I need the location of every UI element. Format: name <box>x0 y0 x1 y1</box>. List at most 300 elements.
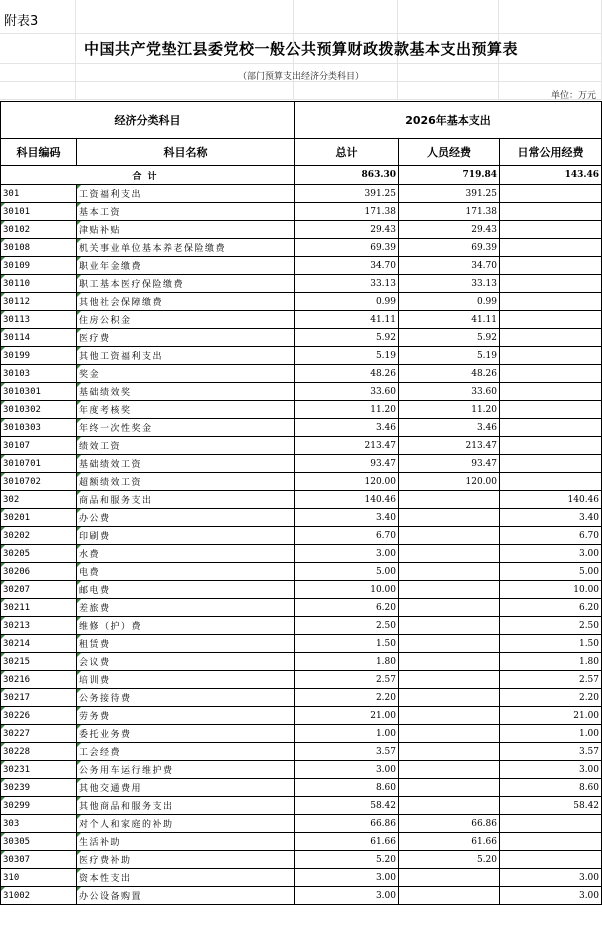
table-row <box>1 851 602 869</box>
cell-total[interactable] <box>295 851 399 869</box>
cell-name[interactable] <box>77 311 295 329</box>
cell-name-text: 办公费 <box>79 514 111 524</box>
cell-code[interactable] <box>1 509 77 527</box>
cell-code-text: 30102 <box>3 224 31 235</box>
cell-name-text: 其他交通费用 <box>79 784 143 794</box>
cell-personnel[interactable] <box>399 581 500 599</box>
cell-personnel[interactable] <box>399 869 500 887</box>
cell-public[interactable] <box>500 365 602 383</box>
cell-name[interactable] <box>77 833 295 851</box>
cell-name[interactable] <box>77 221 295 239</box>
cell-total[interactable] <box>295 545 399 563</box>
cell-code[interactable] <box>1 617 77 635</box>
cell-name[interactable] <box>77 509 295 527</box>
cell-code[interactable] <box>1 635 77 653</box>
cell-public[interactable] <box>500 869 602 887</box>
cell-code-text: 30199 <box>3 350 31 361</box>
cell-name-text: 医疗费补助 <box>79 856 132 866</box>
cell-public[interactable] <box>500 617 602 635</box>
unit-label: 单位：万元 <box>550 91 596 101</box>
cell-code[interactable] <box>1 275 77 293</box>
cell-total[interactable] <box>295 527 399 545</box>
cell-name[interactable] <box>77 545 295 563</box>
cell-code[interactable] <box>1 887 77 905</box>
cell-public[interactable] <box>500 329 602 347</box>
cell-code-text: 30215 <box>3 656 31 667</box>
cell-total-text: 10.00 <box>370 584 396 595</box>
cell-personnel[interactable] <box>399 311 500 329</box>
cell-personnel[interactable] <box>399 347 500 365</box>
cell-public[interactable] <box>500 437 602 455</box>
cell-public[interactable] <box>500 419 602 437</box>
cell-name[interactable] <box>77 383 295 401</box>
cell-personnel[interactable] <box>399 239 500 257</box>
cell-total-text: 11.20 <box>370 404 396 415</box>
cell-name[interactable] <box>77 887 295 905</box>
cell-total[interactable] <box>295 329 399 347</box>
cell-code-text: 30201 <box>3 512 31 523</box>
cell-public[interactable] <box>500 383 602 401</box>
cell-personnel[interactable] <box>399 779 500 797</box>
cell-code[interactable] <box>1 527 77 545</box>
cell-name[interactable] <box>77 869 295 887</box>
cell-personnel[interactable] <box>399 455 500 473</box>
total-label[interactable]: 合计 <box>1 166 295 185</box>
budget-table-body <box>1 102 602 905</box>
cell-name[interactable] <box>77 293 295 311</box>
cell-total[interactable] <box>295 347 399 365</box>
cell-code[interactable] <box>1 599 77 617</box>
cell-personnel[interactable] <box>399 491 500 509</box>
cell-name-text: 差旅费 <box>79 604 111 614</box>
cell-name[interactable] <box>77 779 295 797</box>
cell-personnel[interactable] <box>399 653 500 671</box>
total-total[interactable]: 863.30 <box>295 166 399 185</box>
cell-personnel[interactable] <box>399 509 500 527</box>
table-row <box>1 437 602 455</box>
column-header-name[interactable]: 科目名称 <box>77 139 295 166</box>
cell-code-text: 3010702 <box>3 476 41 487</box>
cell-public-text: 6.70 <box>578 530 600 541</box>
cell-name[interactable] <box>77 365 295 383</box>
cell-total-text: 69.39 <box>370 242 396 253</box>
cell-total[interactable] <box>295 689 399 707</box>
cell-marker-icon <box>1 725 5 729</box>
cell-personnel[interactable] <box>399 761 500 779</box>
cell-code-text: 303 <box>3 818 20 829</box>
cell-total[interactable] <box>295 401 399 419</box>
cell-marker-icon <box>1 329 5 333</box>
cell-total[interactable] <box>295 275 399 293</box>
cell-personnel[interactable] <box>399 545 500 563</box>
cell-public[interactable] <box>500 491 602 509</box>
table-row <box>1 671 602 689</box>
cell-name[interactable] <box>77 455 295 473</box>
cell-total[interactable] <box>295 617 399 635</box>
cell-personnel[interactable] <box>399 527 500 545</box>
table-row <box>1 221 602 239</box>
cell-name[interactable] <box>77 185 295 203</box>
cell-name[interactable] <box>77 563 295 581</box>
cell-personnel[interactable] <box>399 365 500 383</box>
cell-total[interactable] <box>295 509 399 527</box>
cell-code[interactable] <box>1 329 77 347</box>
cell-total[interactable] <box>295 293 399 311</box>
cell-code[interactable] <box>1 581 77 599</box>
cell-marker-icon <box>1 473 5 477</box>
cell-public[interactable] <box>500 653 602 671</box>
cell-name-text: 生活补助 <box>79 838 122 848</box>
cell-marker-icon <box>1 257 5 261</box>
table-row <box>1 455 602 473</box>
cell-total[interactable] <box>295 797 399 815</box>
column-header-personnel[interactable]: 人员经费 <box>399 139 500 166</box>
cell-marker-icon <box>1 617 5 621</box>
cell-name-text: 基础绩效工资 <box>79 460 143 470</box>
cell-code-text: 30213 <box>3 620 31 631</box>
cell-public[interactable] <box>500 887 602 905</box>
cell-public[interactable] <box>500 293 602 311</box>
cell-code[interactable] <box>1 365 77 383</box>
cell-personnel[interactable] <box>399 257 500 275</box>
cell-public-text: 2.50 <box>578 620 600 631</box>
cell-total[interactable] <box>295 365 399 383</box>
cell-code[interactable] <box>1 401 77 419</box>
cell-code[interactable] <box>1 203 77 221</box>
cell-marker-icon <box>1 527 5 531</box>
cell-name[interactable] <box>77 275 295 293</box>
cell-code[interactable] <box>1 545 77 563</box>
cell-public[interactable] <box>500 761 602 779</box>
cell-public-text: 3.00 <box>578 548 600 559</box>
cell-code[interactable] <box>1 455 77 473</box>
cell-marker-icon <box>77 617 81 621</box>
cell-code[interactable] <box>1 491 77 509</box>
cell-name[interactable] <box>77 329 295 347</box>
cell-name[interactable] <box>77 653 295 671</box>
cell-code[interactable] <box>1 761 77 779</box>
cell-public[interactable] <box>500 347 602 365</box>
cell-personnel[interactable] <box>399 329 500 347</box>
cell-total[interactable] <box>295 653 399 671</box>
cell-code[interactable] <box>1 239 77 257</box>
column-header-public[interactable]: 日常公用经费 <box>500 139 602 166</box>
cell-name[interactable] <box>77 815 295 833</box>
cell-total[interactable] <box>295 599 399 617</box>
cell-marker-icon <box>77 401 81 405</box>
cell-name[interactable] <box>77 401 295 419</box>
cell-total-text: 1.80 <box>375 656 396 667</box>
cell-name-text: 基础绩效奖 <box>79 388 132 398</box>
cell-name-text: 津贴补贴 <box>79 226 122 236</box>
cell-marker-icon <box>77 383 81 387</box>
cell-marker-icon <box>1 293 5 297</box>
cell-public[interactable] <box>500 545 602 563</box>
cell-code[interactable] <box>1 779 77 797</box>
cell-marker-icon <box>1 689 5 693</box>
cell-personnel-text: 69.39 <box>471 242 497 253</box>
cell-total[interactable] <box>295 581 399 599</box>
cell-total[interactable] <box>295 779 399 797</box>
cell-name[interactable] <box>77 527 295 545</box>
cell-code[interactable] <box>1 383 77 401</box>
cell-name[interactable] <box>77 437 295 455</box>
cell-public[interactable] <box>500 275 602 293</box>
cell-public[interactable] <box>500 689 602 707</box>
cell-name[interactable] <box>77 419 295 437</box>
cell-personnel[interactable] <box>399 797 500 815</box>
cell-public[interactable] <box>500 257 602 275</box>
page-title: 中国共产党垫江县委党校一般公共预算财政拨款基本支出预算表 <box>83 40 518 58</box>
cell-personnel[interactable] <box>399 635 500 653</box>
cell-name[interactable] <box>77 617 295 635</box>
cell-total[interactable] <box>295 383 399 401</box>
cell-personnel[interactable] <box>399 725 500 743</box>
cell-public[interactable] <box>500 725 602 743</box>
cell-code[interactable] <box>1 653 77 671</box>
table-row <box>1 635 602 653</box>
grid-cell <box>398 0 499 34</box>
cell-total[interactable] <box>295 725 399 743</box>
cell-total-text: 3.00 <box>375 764 396 775</box>
cell-public[interactable] <box>500 743 602 761</box>
cell-total-text: 6.70 <box>375 530 396 541</box>
cell-public-text: 6.20 <box>578 602 600 613</box>
cell-public-text: 1.50 <box>578 638 600 649</box>
total-personnel[interactable]: 719.84 <box>399 166 500 185</box>
cell-personnel[interactable] <box>399 473 500 491</box>
cell-code[interactable] <box>1 851 77 869</box>
cell-marker-icon <box>1 779 5 783</box>
cell-name[interactable] <box>77 239 295 257</box>
cell-public[interactable] <box>500 203 602 221</box>
cell-personnel[interactable] <box>399 437 500 455</box>
cell-code[interactable] <box>1 473 77 491</box>
cell-public[interactable] <box>500 833 602 851</box>
cell-public[interactable] <box>500 527 602 545</box>
cell-total-text: 48.26 <box>370 368 396 379</box>
cell-personnel-text: 41.11 <box>471 314 497 325</box>
cell-total-text: 2.50 <box>375 620 396 631</box>
cell-code[interactable] <box>1 419 77 437</box>
cell-code[interactable] <box>1 833 77 851</box>
table-row <box>1 491 602 509</box>
cell-name[interactable] <box>77 635 295 653</box>
cell-public[interactable] <box>500 185 602 203</box>
cell-total-text: 41.11 <box>370 314 396 325</box>
table-row <box>1 383 602 401</box>
cell-total[interactable] <box>295 761 399 779</box>
table-row <box>1 725 602 743</box>
cell-name[interactable] <box>77 203 295 221</box>
cell-name[interactable] <box>77 707 295 725</box>
column-header-code[interactable]: 科目编码 <box>1 139 77 166</box>
cell-code[interactable] <box>1 563 77 581</box>
cell-name[interactable] <box>77 671 295 689</box>
cell-total[interactable] <box>295 185 399 203</box>
cell-total[interactable] <box>295 455 399 473</box>
cell-public[interactable] <box>500 581 602 599</box>
cell-personnel[interactable] <box>399 671 500 689</box>
cell-total[interactable] <box>295 635 399 653</box>
cell-total[interactable] <box>295 257 399 275</box>
cell-code-text: 30206 <box>3 566 31 577</box>
cell-personnel[interactable] <box>399 563 500 581</box>
table-row <box>1 779 602 797</box>
cell-name-text: 其他工资福利支出 <box>79 352 164 362</box>
cell-public[interactable] <box>500 851 602 869</box>
cell-total-text: 3.00 <box>375 890 396 901</box>
cell-code[interactable] <box>1 797 77 815</box>
cell-name[interactable] <box>77 491 295 509</box>
cell-public[interactable] <box>500 509 602 527</box>
cell-personnel[interactable] <box>399 689 500 707</box>
cell-public[interactable] <box>500 797 602 815</box>
cell-public[interactable] <box>500 635 602 653</box>
cell-total-text: 391.25 <box>364 188 396 199</box>
cell-personnel[interactable] <box>399 707 500 725</box>
cell-total-text: 3.57 <box>375 746 396 757</box>
cell-public[interactable] <box>500 779 602 797</box>
cell-name[interactable] <box>77 743 295 761</box>
cell-personnel[interactable] <box>399 185 500 203</box>
cell-code[interactable] <box>1 311 77 329</box>
cell-name[interactable] <box>77 581 295 599</box>
cell-public[interactable] <box>500 707 602 725</box>
cell-code[interactable] <box>1 689 77 707</box>
cell-code[interactable] <box>1 347 77 365</box>
cell-total[interactable] <box>295 815 399 833</box>
cell-total[interactable] <box>295 491 399 509</box>
cell-personnel[interactable] <box>399 851 500 869</box>
cell-personnel[interactable] <box>399 383 500 401</box>
cell-personnel[interactable] <box>399 203 500 221</box>
cell-total[interactable] <box>295 563 399 581</box>
table-row <box>1 419 602 437</box>
cell-personnel[interactable] <box>399 617 500 635</box>
cell-personnel-text: 34.70 <box>471 260 497 271</box>
header-group-economic-class[interactable]: 经济分类科目 <box>1 102 295 139</box>
column-header-total[interactable]: 总计 <box>295 139 399 166</box>
cell-personnel-text: 33.13 <box>471 278 497 289</box>
cell-total[interactable] <box>295 887 399 905</box>
cell-personnel[interactable] <box>399 887 500 905</box>
cell-public[interactable] <box>500 311 602 329</box>
cell-total[interactable] <box>295 221 399 239</box>
cell-name[interactable] <box>77 473 295 491</box>
cell-name[interactable] <box>77 257 295 275</box>
cell-total[interactable] <box>295 311 399 329</box>
cell-public-text: 8.60 <box>578 782 600 793</box>
cell-total[interactable] <box>295 203 399 221</box>
cell-public[interactable] <box>500 401 602 419</box>
cell-name[interactable] <box>77 797 295 815</box>
cell-name-text: 职工基本医疗保险缴费 <box>79 280 185 290</box>
cell-public[interactable] <box>500 473 602 491</box>
cell-personnel[interactable] <box>399 275 500 293</box>
cell-public[interactable] <box>500 239 602 257</box>
cell-total-text: 33.13 <box>370 278 396 289</box>
cell-public-text: 21.00 <box>573 710 600 721</box>
cell-code-text: 30109 <box>3 260 31 271</box>
cell-personnel[interactable] <box>399 221 500 239</box>
table-row <box>1 617 602 635</box>
cell-total[interactable] <box>295 743 399 761</box>
cell-marker-icon <box>77 221 81 225</box>
cell-total[interactable] <box>295 833 399 851</box>
cell-marker-icon <box>77 653 81 657</box>
cell-personnel[interactable] <box>399 599 500 617</box>
cell-name[interactable] <box>77 599 295 617</box>
cell-name[interactable] <box>77 761 295 779</box>
cell-personnel[interactable] <box>399 293 500 311</box>
cell-personnel[interactable] <box>399 743 500 761</box>
cell-total[interactable] <box>295 419 399 437</box>
cell-personnel[interactable] <box>399 833 500 851</box>
cell-total-text: 33.60 <box>370 386 396 397</box>
cell-total[interactable] <box>295 707 399 725</box>
cell-public[interactable] <box>500 815 602 833</box>
cell-total-text: 34.70 <box>370 260 396 271</box>
cell-total-text: 5.00 <box>375 566 396 577</box>
cell-public[interactable] <box>500 455 602 473</box>
cell-code[interactable] <box>1 869 77 887</box>
cell-name-text: 商品和服务支出 <box>79 496 153 506</box>
cell-code[interactable] <box>1 743 77 761</box>
cell-code[interactable] <box>1 671 77 689</box>
cell-marker-icon <box>1 599 5 603</box>
cell-total[interactable] <box>295 239 399 257</box>
cell-personnel[interactable] <box>399 419 500 437</box>
cell-marker-icon <box>77 725 81 729</box>
cell-public[interactable] <box>500 563 602 581</box>
cell-code[interactable] <box>1 293 77 311</box>
cell-personnel[interactable] <box>399 815 500 833</box>
cell-total[interactable] <box>295 473 399 491</box>
cell-total[interactable] <box>295 869 399 887</box>
cell-public[interactable] <box>500 671 602 689</box>
cell-name[interactable] <box>77 725 295 743</box>
cell-code[interactable] <box>1 221 77 239</box>
cell-code[interactable] <box>1 707 77 725</box>
cell-code-text: 30214 <box>3 638 31 649</box>
total-public[interactable]: 143.46 <box>500 166 602 185</box>
cell-code[interactable] <box>1 185 77 203</box>
cell-code-text: 30107 <box>3 440 31 451</box>
header-group-basic-expense[interactable]: 2026年基本支出 <box>295 102 602 139</box>
cell-total-text: 61.66 <box>370 836 396 847</box>
cell-total[interactable] <box>295 671 399 689</box>
cell-name[interactable] <box>77 347 295 365</box>
cell-code-text: 3010301 <box>3 386 41 397</box>
cell-code-text: 30101 <box>3 206 31 217</box>
cell-code-text: 302 <box>3 494 20 505</box>
cell-total[interactable] <box>295 437 399 455</box>
cell-name[interactable] <box>77 851 295 869</box>
table-row <box>1 707 602 725</box>
cell-name[interactable] <box>77 689 295 707</box>
cell-public[interactable] <box>500 221 602 239</box>
cell-personnel[interactable] <box>399 401 500 419</box>
cell-public-text: 2.20 <box>578 692 600 703</box>
cell-code[interactable] <box>1 437 77 455</box>
cell-code[interactable] <box>1 257 77 275</box>
cell-marker-icon <box>77 473 81 477</box>
cell-code-text: 30112 <box>3 296 31 307</box>
cell-code[interactable] <box>1 725 77 743</box>
cell-public[interactable] <box>500 599 602 617</box>
cell-code[interactable] <box>1 815 77 833</box>
